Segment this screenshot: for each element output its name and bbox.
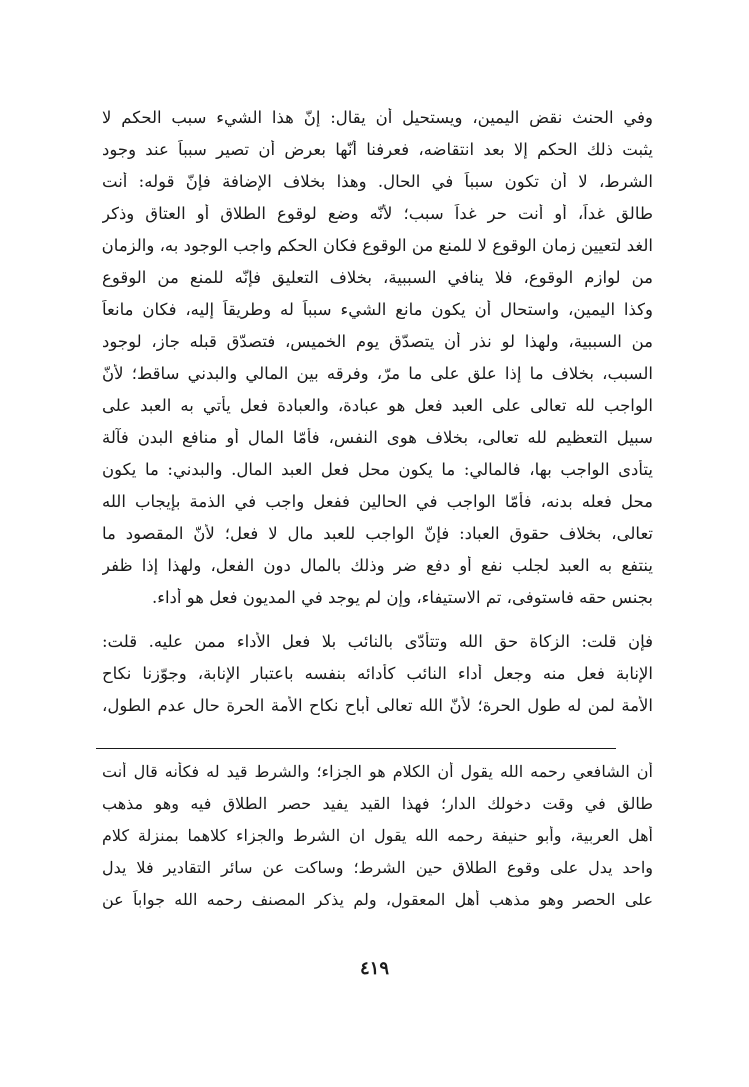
text-line: الشرط، لا أن تكون سبباً في الحال. وهذا بخلاف الإضافة فإنّ قوله: أنت [102, 172, 653, 191]
text-line: السبب، بخلاف ما إذا علق على ما مرّ، وفرقه بين المالي والبدني ساقط؛ لأنّ [102, 364, 653, 383]
text-line: يثبت ذلك الحكم إلا بعد انتقاضه، فعرفنا أنّها بعرض أن تصير سبباً عند وجود [102, 140, 653, 159]
footnote-line: أن الشافعي رحمه الله يقول أن الكلام هو الجزاء؛ والشرط قيد له فكأنه قال أنت [102, 762, 653, 781]
text-line: طالق غداً، أو أنت حر غداً سبب؛ لأنّه وضع لوقوع الطلاق أو العتاق وذكر [102, 204, 653, 223]
text-line: ينتفع به العبد لجلب نفع أو دفع ضر وذلك بالمال دون الفعل، ولهذا إذا ظفر [102, 556, 653, 575]
footnote-line: طالق في وقت دخولك الدار؛ فهذا القيد يفيد حصر الطلاق فيه وهو مذهب [102, 794, 653, 813]
text-line: بجنس حقه فاستوفى، تم الاستيفاء، وإن لم يوجد في المديون فعل هو أداء. [151, 588, 653, 607]
text-line: محل فعله بدنه، فأمّا الواجب في الحالين ففعل واجب في الذمة بإيجاب الله [102, 492, 653, 511]
text-line: فإن قلت: الزكاة حق الله وتتأدّى بالنائب بلا فعل الأداء ممن عليه. قلت: [102, 632, 653, 651]
text-line: يتأدى الواجب بها، فالمالي: ما يكون محل فعل العبد المال. والبدني: ما يكون [102, 460, 653, 479]
footnote-line: أهل العربية، وأبو حنيفة رحمه الله يقول ان الشرط والجزاء كلاهما بمنزلة كلام [102, 826, 653, 845]
text-line: الأمة لمن له طول الحرة؛ لأنّ الله تعالى أباح نكاح الأمة الحرة حال عدم الطول، [102, 696, 653, 715]
text-line: من السببية، ولهذا لو نذر أن يتصدّق يوم الخميس، فتصدّق قبله جاز، لوجود [102, 332, 653, 351]
text-line: الغد لتعيين زمان الوقوع لا للمنع من الوقوع فكان الحكم واجب الوجود به، والزمان [102, 236, 653, 255]
page-number: ٤١٩ [359, 958, 389, 979]
text-line: الواجب لله تعالى على العبد فعل هو عبادة، والعبادة فعل يأتي به العبد على [102, 396, 653, 415]
footnote-line: على الحصر وهو مذهب أهل المعقول، ولم يذكر المصنف رحمه الله جواباً عن [102, 890, 653, 909]
text-line: تعالى، بخلاف حقوق العباد: فإنّ الواجب للعبد مال لا فعل؛ لأنّ المقصود ما [102, 524, 653, 543]
footnote-separator [96, 748, 616, 749]
text-line: وفي الحنث نقض اليمين، ويستحيل أن يقال: إنّ هذا الشيء سبب الحكم لا [102, 108, 653, 127]
text-line: وكذا اليمين، واستحال أن يكون مانع الشيء سبباً له وطريقاً إليه، فكان مانعاً [102, 300, 653, 319]
text-line: من لوازم الوقوع، فلا ينافي السببية، بخلاف التعليق فإنّه للمنع من الوقوع [102, 268, 653, 287]
footnote-line: واحد يدل على وقوع الطلاق حين الشرط؛ وساكت عن سائر التقادير فلا يدل [102, 858, 653, 877]
text-line: سبيل التعظيم لله تعالى، بخلاف هوى النفس، فأمّا المال أو منافع البدن فآلة [102, 428, 653, 447]
text-line: الإنابة فعل منه وجعل أداء النائب كأدائه بنفسه باعتبار الإنابة، وجوّزنا نكاح [102, 664, 653, 683]
